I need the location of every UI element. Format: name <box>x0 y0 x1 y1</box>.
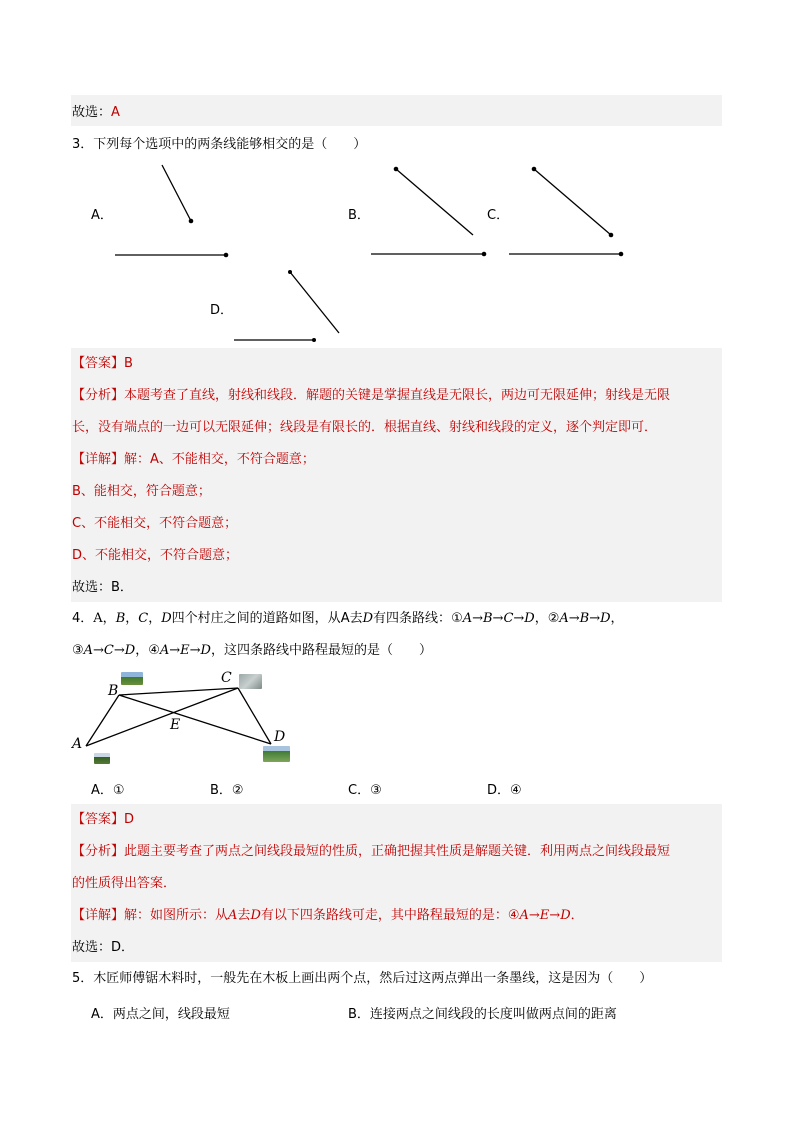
village-a-image <box>94 753 110 764</box>
q3-figure-c <box>509 169 621 254</box>
q3-detail-line3: C、不能相交，不符合题意； <box>72 516 238 531</box>
q5-option-b: B．连接两点之间线段的长度叫做两点间的距离 <box>348 1007 617 1022</box>
q3-figure-c-point <box>609 233 614 238</box>
q4-analysis-line2: 的性质得出答案． <box>72 876 177 891</box>
q4-option-d: D．④ <box>487 783 522 798</box>
q3-answer: 【答案】B <box>72 356 133 371</box>
q3-option-a-label: A． <box>91 208 113 223</box>
q4-analysis-line1: 【分析】此题主要考查了两点之间线段最短的性质，正确把握其性质是解题关键．利用两点之间线段最短 <box>72 844 671 859</box>
q3-stem: 3．下列每个选项中的两条线能够相交的是（ ） <box>72 137 367 152</box>
q4-answer: 【答案】D <box>72 812 135 827</box>
village-b-image <box>121 672 143 685</box>
q5-stem: 5．木匠师傅锯木料时，一般先在木板上画出两个点，然后过这两点弹出一条墨线，这是因为（ ） <box>72 971 653 986</box>
q3-conclusion: 故选：B． <box>72 580 133 595</box>
q4-diagram-label-e: E <box>170 717 181 733</box>
village-d-image <box>263 746 290 762</box>
q3-answer-value: B <box>124 356 133 371</box>
q3-analysis-line2: 长，没有端点的一边可以无限延伸；线段是有限长的．根据直线、射线和线段的定义，逐个判定即可． <box>72 420 658 435</box>
q4-diagram-label-a: A <box>72 736 83 752</box>
q4-answer-value: D <box>124 812 135 827</box>
q3-analysis-line1: 【分析】本题考查了直线，射线和线段．解题的关键是掌握直线是无限长，两边可无限延伸；射线是无限 <box>72 388 671 403</box>
q4-conclusion: 故选：D． <box>72 940 135 955</box>
q4-option-c: C．③ <box>348 783 382 798</box>
q3-detail-line4: D、不能相交，不符合题意； <box>72 548 239 563</box>
q3-figure-a-point <box>224 253 229 258</box>
q4-option-b: B．② <box>210 783 244 798</box>
q4-stem-line1: 4．A，B，C，D四个村庄之间的道路如图，从A去D有四条路线：①A→B→C→D，②A→B→D， <box>72 611 624 626</box>
q4-diagram-label-c: C <box>221 670 232 686</box>
q3-option-b-label: B． <box>348 208 370 223</box>
q3-figure-c-point <box>619 252 624 257</box>
q3-detail-line2: B、能相交，符合题意； <box>72 484 211 499</box>
q3-figure-a <box>115 165 226 255</box>
q3-figure-d-point <box>312 338 316 342</box>
q3-figure-b-point <box>482 252 487 257</box>
q4-stem-line2: ③A→C→D，④A→E→D，这四条路线中路程最短的是（ ） <box>72 643 432 658</box>
prev-answer-value: A <box>111 105 120 120</box>
q3-figure-b-point <box>394 167 399 172</box>
q3-detail-line1: 【详解】解：A、不能相交，不符合题意； <box>72 452 315 467</box>
q3-figure-a-point <box>189 219 194 224</box>
q4-detail: 【详解】解：如图所示：从A去D有以下四条路线可走，其中路程最短的是：④A→E→D． <box>72 908 584 923</box>
prev-answer-block <box>71 95 722 126</box>
q3-figure-b <box>371 169 484 254</box>
q5-option-a: A．两点之间，线段最短 <box>91 1007 230 1022</box>
q3-option-d-label: D． <box>210 303 234 318</box>
q4-diagram-label-d: D <box>274 729 286 745</box>
q3-figure-d <box>234 272 339 340</box>
q4-option-a: A．① <box>91 783 125 798</box>
q3-option-c-label: C． <box>487 208 510 223</box>
prev-conclusion: 故选：A <box>72 105 120 120</box>
village-c-image <box>239 674 262 689</box>
q4-diagram-label-b: B <box>108 683 119 699</box>
q3-figure-d-point <box>288 270 292 274</box>
q3-figure-c-point <box>532 167 537 172</box>
